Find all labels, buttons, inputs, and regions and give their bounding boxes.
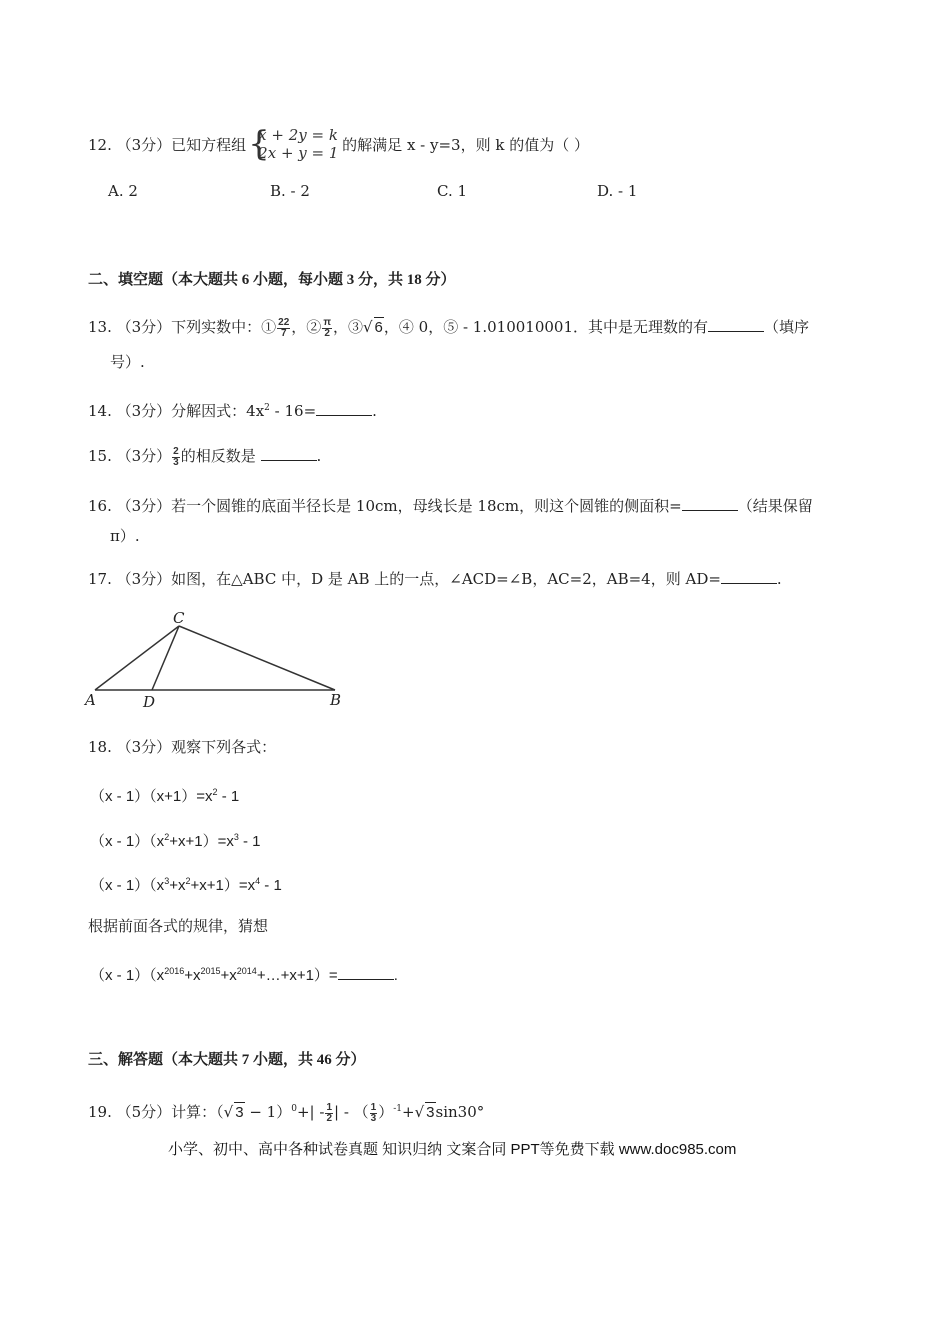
equation-2: 2x + y = 1: [258, 144, 339, 162]
q16-line2: π）.: [110, 527, 140, 545]
formula-1: $(x - 1)(x+1)=x^2 - 1$: [90, 787, 240, 805]
q12-suffix: 的解满足 x - y=3，则 k 的值为（ ）: [342, 136, 589, 154]
q17-end: .: [776, 570, 782, 588]
answer-blank[interactable]: [316, 401, 372, 416]
question-19: 19. （5分）计算：（√ 3 − 1）$^0$+| - $\frac{1}{2}$ | - （ $\frac{1}{3}$ ）$^{-1}$+√ 3sin30°: [88, 1101, 485, 1124]
q12-option-d: D. - 1: [597, 182, 638, 200]
radical-icon: √: [362, 318, 373, 336]
q13-prefix: 13. （3分）下列实数中：①: [88, 318, 277, 336]
question-17: [88, 569, 782, 589]
guess-formula: $(x - 1)(x^{2016}+x^{2015}+x^{2014}+\dots+x+1)=$ .: [90, 966, 398, 984]
brace-icon: {: [248, 124, 270, 164]
formula-2: $(x - 1)(x^2+x+1)=x^3 - 1$: [90, 832, 261, 850]
q16-tail: （结果保留: [737, 497, 813, 515]
label-c: C: [173, 609, 185, 627]
q14-exponent: 2: [264, 403, 270, 413]
radical-icon: √: [414, 1103, 425, 1121]
guess-text: 根据前面各式的规律，猜想: [88, 917, 269, 935]
fraction-1-2: $\frac{1}{2}$: [326, 1101, 332, 1124]
q13-sep1: ，②: [291, 318, 322, 336]
label-b: B: [330, 691, 342, 709]
answer-blank[interactable]: [708, 317, 764, 332]
q15-prefix: 15. （3分）: [88, 447, 172, 465]
q12-option-b: B. - 2: [270, 182, 310, 200]
formula-3: $(x - 1)(x^3+x^2+x+1)=x^4 - 1$: [90, 876, 282, 894]
radicand: 3: [235, 1104, 244, 1121]
question-18: 18. （3分）观察下列各式：: [88, 738, 277, 756]
question-12: [88, 126, 589, 166]
q12-option-c: C. 1: [437, 182, 468, 200]
q15-rest: 的相反数是: [180, 447, 261, 465]
q16-text: 16. （3分）若一个圆锥的底面半径长是 10cm，母线长是 18cm，则这个圆锥的侧面积=: [88, 497, 682, 515]
q13-sep2: ，③: [332, 318, 363, 336]
label-a: A: [85, 691, 96, 709]
q13-rest: ，④ 0，⑤ - 1.010010001．其中是无理数的有: [383, 318, 709, 336]
fraction-pi-2: $\frac{\pi}{2}$: [323, 316, 331, 339]
label-d: D: [143, 693, 156, 711]
q14-rest: - 16=: [269, 402, 317, 420]
question-14: [88, 398, 377, 421]
q13-tail: （填序: [764, 318, 810, 336]
q14-end: .: [372, 402, 377, 420]
radicand: 6: [374, 319, 383, 336]
answer-blank[interactable]: [261, 446, 317, 461]
triangle-figure: [82, 606, 362, 716]
q13-line2: 号）.: [110, 353, 145, 371]
equation-system: [248, 126, 340, 166]
fraction-22-7: $\frac{22}{7}$: [278, 316, 290, 339]
radical-icon: √: [223, 1103, 234, 1121]
fraction-2-3: $\frac{2}{3}$: [173, 445, 179, 468]
q19-prefix: 19. （5分）计算：（: [88, 1103, 224, 1121]
answer-blank[interactable]: [338, 965, 394, 980]
answer-blank[interactable]: [721, 569, 777, 584]
answer-blank[interactable]: [682, 496, 738, 511]
q15-end: .: [316, 447, 322, 465]
segment-cb: [179, 626, 335, 690]
radicand: 3: [426, 1104, 435, 1121]
equation-1: x + 2y = k: [258, 126, 338, 144]
q12-prefix: 12. （3分）已知方程组: [88, 136, 247, 154]
question-16: [88, 496, 813, 516]
question-13: [88, 317, 809, 339]
segment-ac: [95, 626, 179, 690]
question-15: [88, 446, 321, 468]
footer-banner: 小学、初中、高中各种试卷真题 知识归纳 文案合同 PPT等免费下载 www.doc985.com: [168, 1141, 737, 1158]
section-2-title: 二、填空题（本大题共 6 小题，每小题 3 分，共 18 分）: [88, 272, 456, 288]
q14-prefix: 14. （3分）分解因式：4x: [88, 402, 265, 420]
q12-option-a: A. 2: [108, 182, 138, 200]
q17-text: 17. （3分）如图，在△ABC 中，D 是 AB 上的一点，∠ACD=∠B，AC=2，AB=4，则 AD=: [88, 570, 721, 588]
fraction-1-3: $\frac{1}{3}$: [370, 1101, 377, 1124]
section-3-title: 三、解答题（本大题共 7 小题，共 46 分）: [88, 1052, 366, 1068]
